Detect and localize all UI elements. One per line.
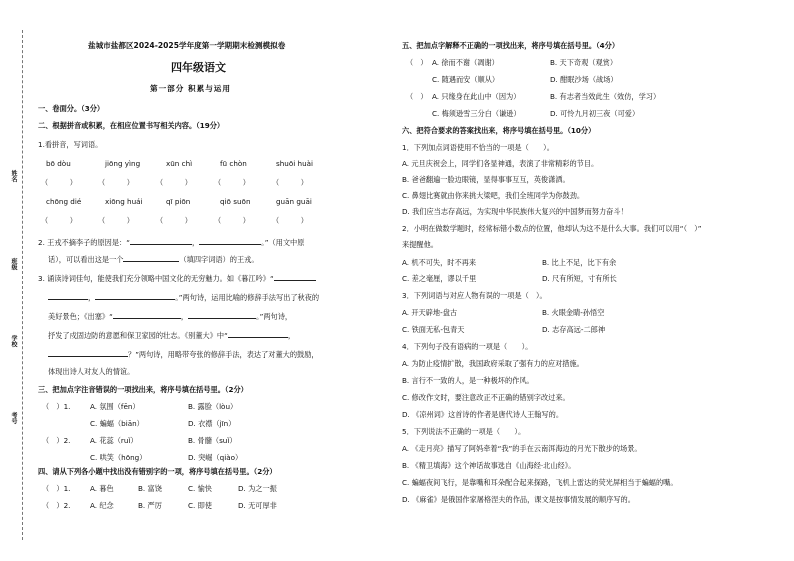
pinyin: qī piōn (166, 197, 191, 206)
answer-blank[interactable] (95, 292, 175, 300)
s3-q1-number[interactable]: （ ）1. (42, 402, 71, 411)
option-b: B. 富饶 (138, 484, 162, 493)
option-b: B. 《精卫填海》这个神话故事选自《山海经·北山经》。 (402, 461, 576, 470)
q3-line-6: 体现出诗人对友人的情谊。 (48, 367, 135, 376)
q3-text: 美好景色；《出塞》“ (48, 312, 113, 321)
pinyin: jiōng yìng (105, 159, 141, 168)
answer-blank[interactable] (274, 273, 316, 281)
option-a: A. 元旦庆祝会上，同学们各显神通，表演了非常精彩的节目。 (402, 159, 599, 168)
answer-blank[interactable] (188, 311, 256, 319)
grade-subject: 四年级语文 (171, 61, 226, 74)
q2-text: 话），可以看出这是一个 (48, 255, 124, 264)
option-a: A. 徐而不谢（凋谢） (432, 58, 499, 67)
option-c: C. 修改作文时，要注意改正不正确的错别字改过来。 (402, 393, 570, 402)
option-a: A. 氛围（fēn） (90, 402, 140, 411)
option-c: C. 铁面无私-包青天 (402, 325, 465, 334)
option-a: A. 《走月亮》描写了阿妈牵着“我”的手在云南洱海边的月光下散步的场景。 (402, 444, 642, 453)
section-6-heading: 六、把符合要求的答案找出来，将序号填在括号里。（10分） (402, 126, 596, 135)
answer-blank[interactable] (48, 349, 128, 357)
q3-comma: ， (180, 312, 189, 321)
part-heading: 第一部分 积累与运用 (150, 84, 231, 93)
answer-blank[interactable] (130, 237, 192, 245)
option-a: A. 只缘身在此山中（因为） (432, 92, 521, 101)
option-c: C. 蝙蝠（biān） (90, 419, 144, 428)
option-c: C. 梅须逊雪三分白（谦逊） (432, 109, 521, 118)
binding-label-name: 姓名 (10, 170, 17, 182)
q3-comma: ， (88, 293, 96, 302)
pinyin: bō dòu (46, 159, 71, 168)
binding-label-class: 班级 (10, 258, 17, 270)
option-a: A. 花蕊（ruǐ） (90, 436, 138, 445)
section-3-heading: 三、把加点字注音错误的一项找出来，将序号填在括号里。（2分） (38, 385, 248, 394)
pinyin: shuōi huài (276, 159, 314, 168)
option-a: A. 机不可失，时不再来 (402, 258, 477, 267)
s5-q2-number[interactable]: （ ） (406, 92, 428, 101)
option-d: D. 尺有所短，寸有所长 (542, 274, 617, 283)
answer-box[interactable]: （ ） (41, 216, 77, 225)
option-b: B. 言行不一致的人，是一种极坏的作风。 (402, 376, 534, 385)
s6-q4: 4．下列句子没有语病的一项是（ ）。 (402, 342, 533, 351)
answer-blank[interactable] (199, 237, 261, 245)
q3-line-2 (48, 292, 319, 301)
binding-dashed-line (22, 30, 23, 540)
option-a: A. 为防止疫情扩散，我国政府采取了强有力的应对措施。 (402, 359, 584, 368)
option-d: D. 突崛（qiào） (188, 453, 243, 462)
s6-q1: 1．下列加点词语使用不恰当的一项是（ ）。 (402, 143, 554, 152)
q3-text: 3. 诵读诗词佳句，能使我们充分领略中国文化的无穷魅力。如《暮江吟》“ (38, 274, 274, 283)
option-a: A. 暮色 (90, 484, 114, 493)
q3-text: 。”两句诗， (256, 312, 293, 321)
answer-blank[interactable] (228, 330, 288, 338)
binding-label-school: 学校 (10, 335, 17, 347)
option-c: C. 随遇而安（顺从） (432, 75, 500, 84)
answer-box[interactable]: （ ） (156, 216, 192, 225)
exam-title: 盐城市盐都区2024-2025学年度第一学期期末检测模拟卷 (88, 41, 286, 50)
q2-line-2 (48, 254, 259, 263)
option-b: B. 爸爸翻遍一脸边眼镜，显得事事互互，英俊潇洒。 (402, 175, 570, 184)
s6-q2-cont: 来提醒他。 (402, 240, 438, 249)
q3-line-4 (48, 330, 295, 339)
option-b: B. 骨髓（suǐ） (188, 436, 237, 445)
s6-q3: 3．下列词语与对应人物有误的一项是（ ）。 (402, 291, 547, 300)
section-2-heading: 二、根据拼音或积累，在相应位置书写相关内容。（19分） (38, 121, 225, 130)
pinyin: guān guāi (276, 197, 312, 206)
answer-box[interactable]: （ ） (214, 216, 250, 225)
section-5-heading: 五、把加点字解释不正确的一项找出来，将序号填在括号里。（4分） (402, 41, 620, 50)
answer-blank[interactable] (113, 311, 181, 319)
s6-q2: 2．小明在做数学题时，经常标错小数点的位置，他却认为这不是什么大事。我们可以用“（ ）” (402, 224, 702, 233)
option-d: D. 《凉州词》这首诗的作者是唐代诗人王翰写的。 (402, 410, 564, 419)
option-b: B. 火眼金睛-孙悟空 (542, 308, 605, 317)
answer-box[interactable]: （ ） (156, 178, 192, 187)
option-b: B. 有志者当效此生（效仿，学习） (550, 92, 661, 101)
q3-text: 。”两句诗，运用比喻的修辞手法写出了秋夜的 (175, 293, 320, 302)
s4-q1-number[interactable]: （ ）1. (42, 484, 71, 493)
option-d: D. 酣眠沙场（战场） (550, 75, 618, 84)
option-a: A. 纪念 (90, 501, 114, 510)
option-c: C. 蝙蝠夜间飞行，是靠嘴和耳朵配合起来探路，飞机上雷达的荧光屏相当于蝙蝠的嘴。 (402, 478, 678, 487)
answer-box[interactable]: （ ） (98, 178, 134, 187)
option-b: B. 露脸（lòu） (188, 402, 238, 411)
q3-line-3 (48, 311, 292, 320)
option-b: B. 严厉 (138, 501, 162, 510)
s3-q2-number[interactable]: （ ）2. (42, 436, 71, 445)
s4-q2-number[interactable]: （ ）2. (42, 501, 71, 510)
option-d: D. 无可厚非 (238, 501, 277, 510)
section-4-heading: 四、请从下列各小题中找出没有错别字的一项，将序号填在括号里。（2分） (38, 467, 277, 476)
q2-text: 。”（用文中原 (261, 238, 305, 247)
s6-q5: 5．下列说法不正确的一项是（ ）。 (402, 427, 526, 436)
q2-comma: ， (191, 238, 200, 247)
option-d: D. 为之一振 (238, 484, 277, 493)
option-b: B. 比上不足，比下有余 (542, 258, 617, 267)
s5-q1-number[interactable]: （ ） (406, 58, 428, 67)
answer-blank[interactable] (48, 292, 88, 300)
answer-blank[interactable] (123, 254, 179, 262)
q3-text: 抒发了戍固边防的意愿和保卫家园的壮志。《别董大》中“ (48, 331, 228, 340)
option-c: C. 愉快 (188, 484, 212, 493)
q3-text: ？”两句诗，用略带夸张的修辞手法，表达了对董大的鼓励， (128, 350, 319, 359)
option-c: C. 哄笑（hōng） (90, 453, 147, 462)
binding-label-number: 考号 (10, 412, 17, 424)
option-d: D. 我们应当志存高远，为实现中华民族伟大复兴的中国梦而努力奋斗！ (402, 207, 628, 216)
option-d: D. 可怜九月初三夜（可爱） (550, 109, 640, 118)
answer-box[interactable]: （ ） (272, 216, 308, 225)
option-a: A. 开天辟地-盘古 (402, 308, 458, 317)
answer-box[interactable]: （ ） (272, 178, 308, 187)
q2-line-1 (38, 237, 304, 246)
option-d: D. 衣襟（jīn） (188, 419, 236, 428)
pinyin: chōng dié (46, 197, 82, 206)
option-c: C. 差之毫厘，谬以千里 (402, 274, 477, 283)
answer-box[interactable]: （ ） (98, 216, 134, 225)
option-d: D. 《麻雀》是俄国作家屠格涅夫的作品，课文是按事情发展的顺序写的。 (402, 495, 635, 504)
q3-comma: ， (287, 331, 296, 340)
pinyin: xūn chì (166, 159, 193, 168)
option-c: C. 即使 (188, 501, 212, 510)
answer-box[interactable]: （ ） (41, 178, 77, 187)
pinyin: qiō suōn (220, 197, 251, 206)
q1-prompt: 1.看拼音，写词语。 (38, 140, 103, 149)
option-b: B. 天下奇观（观赏） (550, 58, 618, 67)
pinyin: xiōng huái (105, 197, 143, 206)
option-d: D. 志存高远-二郎神 (542, 325, 606, 334)
q2-text: （填四字词语）的王戎。 (179, 255, 259, 264)
answer-box[interactable]: （ ） (214, 178, 250, 187)
pinyin: fū chòn (220, 159, 247, 168)
option-c: C. 鼻翅比赛就由你来挑大梁吧，我们全班同学为你鼓劲。 (402, 191, 585, 200)
section-1-heading: 一、卷面分。（3分） (38, 104, 105, 113)
q3-line-5 (48, 349, 319, 358)
q2-text: 2. 王戎不摘李子的原因是：“ (38, 238, 130, 247)
q3-line-1 (38, 273, 316, 282)
